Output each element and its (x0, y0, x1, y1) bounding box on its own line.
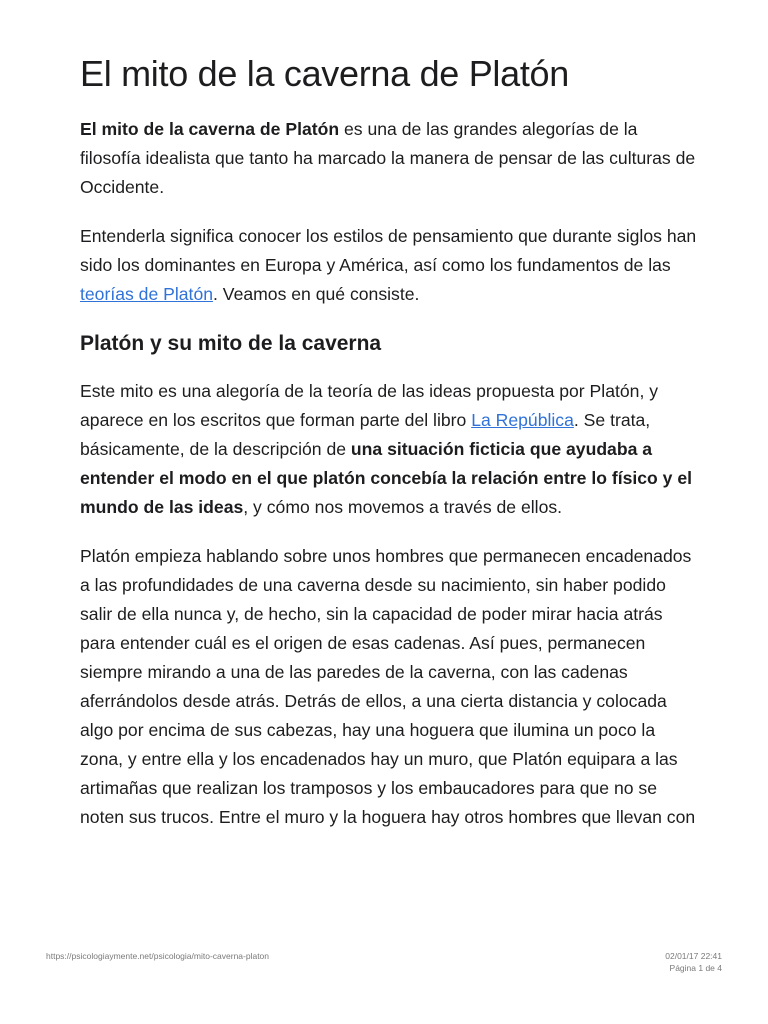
p3-text-after: , y cómo nos movemos a través de ellos. (243, 496, 563, 517)
paragraph-2 (80, 222, 700, 309)
p3-bold: una situación ficticia que ayudaba a entender el modo en el que platón concebía la relación entre lo físico y el mundo de las ideas (80, 438, 693, 517)
p2-text-after: . Veamos en qué consiste. (213, 284, 420, 305)
footer-meta (665, 950, 722, 974)
link-teorias-platon[interactable]: teorías de Platón (80, 284, 214, 305)
paragraph-4: Platón empieza hablando sobre unos hombres que permanecen encadenados a las profundidades de una caverna desde su nacimiento, sin haber podido salir de ella nunca y, de hecho, sin la capacidad de poder mirar hacia atrás para entender cuál es el origen de esas cadenas. Así pues, permanecen siempre mirando a una de las paredes de la caverna, con las cadenas aferrándolos desde atrás. Detrás de ellos, a una cierta distancia y colocada algo por encima de sus cabezas, hay una hoguera que ilumina un poco la zona, y entre ella y los encadenados hay un muro, que Platón equipara a las artimañas que realizan los tramposos y los embaucadores para que no se noten sus trucos. Entre el muro y la hoguera hay otros hombres que llevan con (80, 545, 696, 827)
article (80, 52, 700, 852)
p3-text-before: Este mito es una alegoría de la teoría de las ideas propuesta por Platón, y aparece en los escritos que forman parte del libro (80, 380, 659, 430)
link-la-republica[interactable]: La República (471, 409, 574, 430)
p3-text-middle: . Se trata, básicamente, de la descripción de (80, 409, 651, 459)
intro-bold: El mito de la caverna de Platón (80, 119, 340, 140)
intro-paragraph (80, 115, 700, 202)
footer-url: https://psicologiaymente.net/psicologia/mito-caverna-platon (46, 951, 270, 961)
page-title: El mito de la caverna de Platón (80, 53, 569, 94)
intro-text: es una de las grandes alegorías de la filosofía idealista que tanto ha marcado la manera de pensar de las culturas de Occidente. (80, 119, 696, 198)
p2-text-before: Entenderla significa conocer los estilos de pensamiento que durante siglos han sido los dominantes en Europa y América, así como los fundamentos de las (80, 226, 697, 276)
section-heading: Platón y su mito de la caverna (80, 332, 382, 356)
footer-page-number: Página 1 de 4 (669, 963, 722, 973)
paragraph-3 (80, 377, 700, 522)
footer-datetime: 02/01/17 22:41 (665, 951, 722, 961)
